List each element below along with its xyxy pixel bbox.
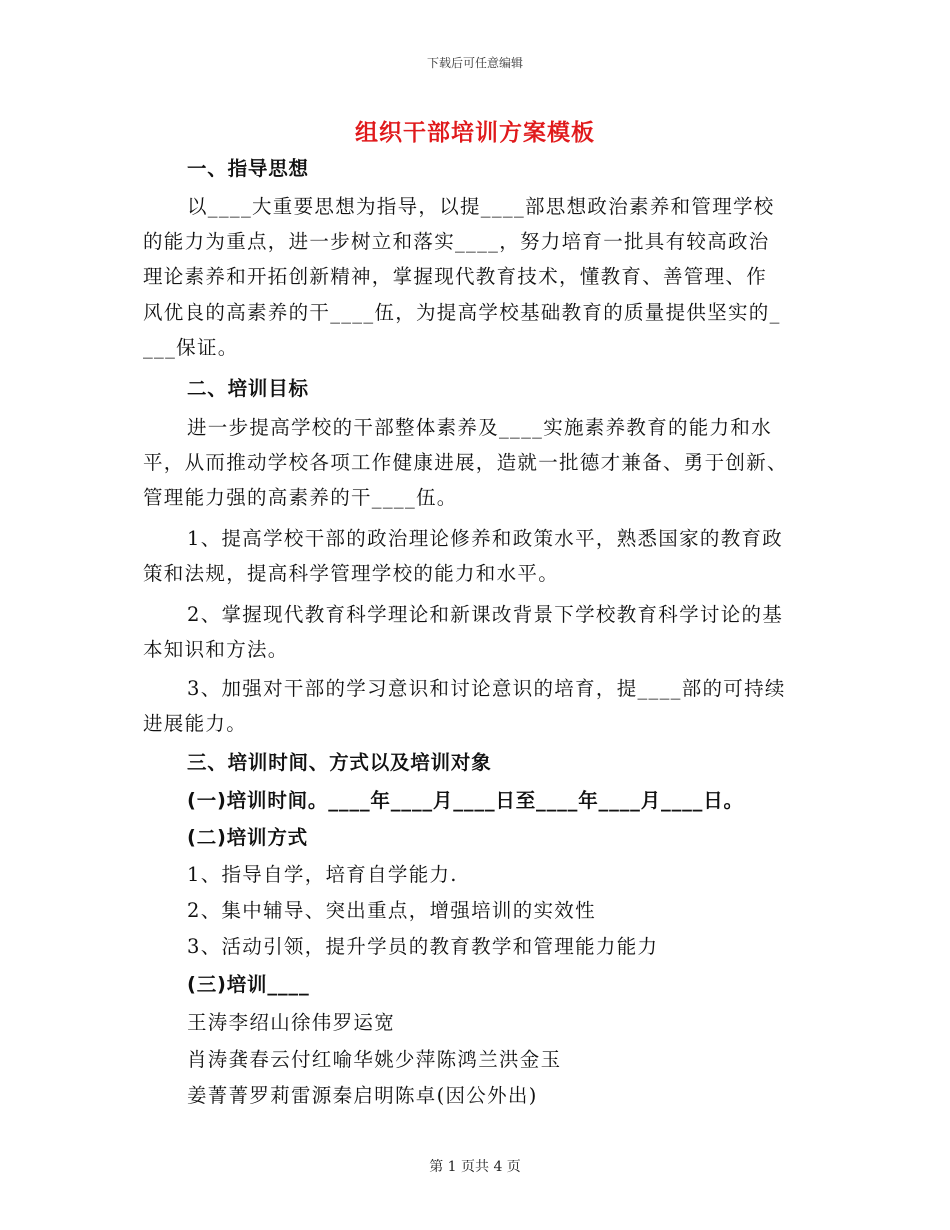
document-title: 组织干部培训方案模板 — [355, 120, 595, 146]
trainee-names-line: 王涛李绍山徐伟罗运宽 — [187, 1011, 396, 1034]
subheading-training-target: (三)培训____ — [187, 973, 310, 996]
section-heading-training-goals: 二、培训目标 — [187, 377, 309, 400]
header-note: 下载后可任意编辑 — [426, 56, 523, 70]
method-item-3: 3、活动引领，提升学员的教育教学和管理能力能力 — [187, 935, 659, 958]
goal-item-1-cont: 策和法规，提高科学管理学校的能力和水平。 — [143, 562, 560, 585]
section-heading-time-method-target: 三、培训时间、方式以及培训对象 — [187, 751, 492, 774]
paragraph-line: 进一步提高学校的干部整体素养及____实施素养教育的能力和水 — [187, 416, 773, 439]
paragraph-line: 风优良的高素养的干____伍，为提高学校基础教育的质量提供坚实的_ — [143, 301, 781, 324]
training-time-line: (一)培训时间。____年____月____日至____年____月____日。 — [187, 789, 744, 812]
paragraph-line: 平，从而推动学校各项工作健康进展，造就一批德才兼备、勇于创新、 — [143, 451, 788, 474]
goal-item-3: 3、加强对干部的学习意识和讨论意识的培育，提____部的可持续 — [187, 677, 786, 700]
paragraph-line: 管理能力强的高素养的干____伍。 — [143, 486, 458, 509]
goal-item-3-cont: 进展能力。 — [143, 712, 248, 735]
paragraph-line: 的能力为重点，进一步树立和落实____，努力培育一批具有较高政治 — [143, 230, 770, 253]
goal-item-2-cont: 本知识和方法。 — [143, 638, 289, 661]
subheading-training-method: (二)培训方式 — [187, 826, 308, 849]
method-item-1: 1、指导自学，培育自学能力. — [187, 863, 458, 886]
paragraph-line: 理论素养和开拓创新精神，掌握现代教育技术，懂教育、善管理、作 — [143, 265, 768, 288]
goal-item-1: 1、提高学校干部的政治理论修养和政策水平，熟悉国家的教育政 — [187, 527, 784, 550]
trainee-names-line: 姜菁菁罗莉雷源秦启明陈卓(因公外出) — [187, 1084, 538, 1107]
goal-item-2: 2、掌握现代教育科学理论和新课改背景下学校教育科学讨论的基 — [187, 603, 784, 626]
method-item-2: 2、集中辅导、突出重点，增强培训的实效性 — [187, 899, 596, 922]
page-footer: 第 1 页共 4 页 — [429, 1159, 521, 1175]
paragraph-line: ___保证。 — [143, 336, 239, 359]
trainee-names-line: 肖涛龚春云付红喻华姚少萍陈鸿兰洪金玉 — [187, 1048, 562, 1071]
section-heading-guiding-ideology: 一、指导思想 — [187, 157, 309, 180]
paragraph-line: 以____大重要思想为指导，以提____部思想政治素养和管理学校 — [187, 195, 775, 218]
